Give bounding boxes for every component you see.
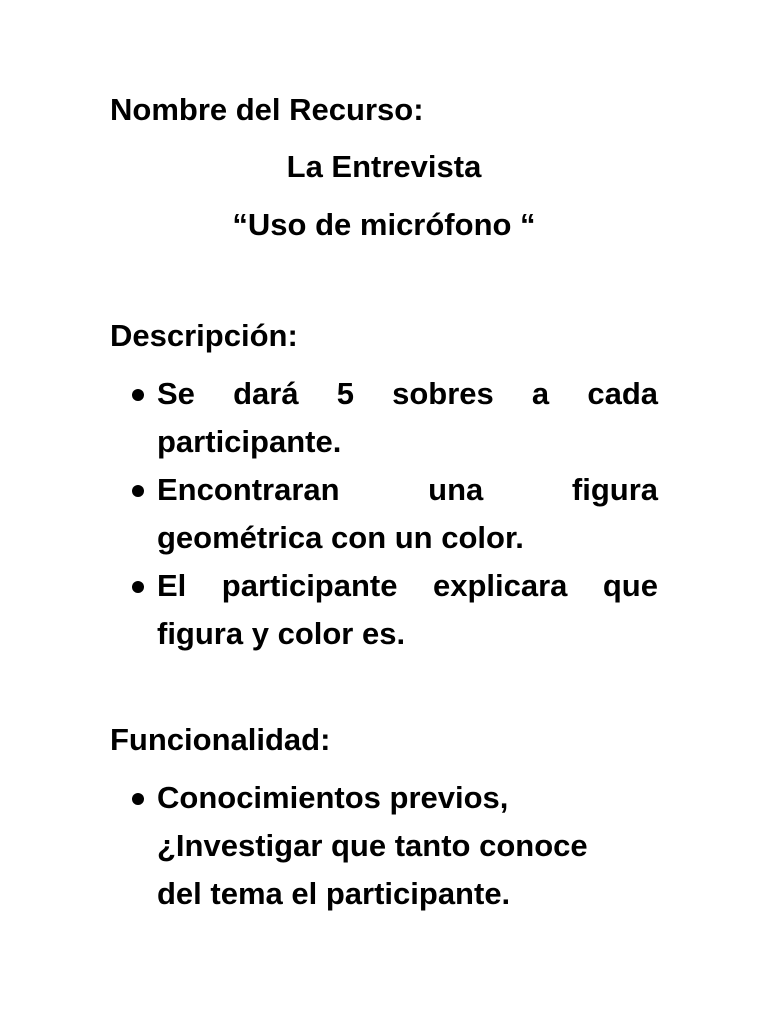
list-item-text: El participante explicara que figura y color es. [157,568,658,651]
bullet-icon [132,389,144,401]
spacer [110,658,658,716]
spacer [110,254,658,312]
resource-subtitle: “Uso de micrófono “ [232,207,536,242]
list-item [110,774,637,918]
list-item-text: Encontraran una figura geométrica con un color. [157,472,658,555]
list-item [110,562,658,658]
bullet-icon [132,581,144,593]
functionality-heading: Funcionalidad: [110,722,331,757]
list-item [110,370,658,466]
document-page [110,86,658,918]
functionality-list [110,774,658,918]
bullet-icon [132,793,144,805]
description-heading: Descripción: [110,318,298,353]
bullet-icon [132,485,144,497]
description-list [110,370,658,658]
list-item [110,466,658,562]
resource-title-block [110,138,658,254]
list-item-text: Conocimientos previos, ¿Investigar que tanto conoce del tema el participante. [157,780,588,911]
resource-title: La Entrevista [286,149,482,184]
list-item-text: Se dará 5 sobres a cada participante. [157,376,658,459]
resource-name-heading: Nombre del Recurso: [110,92,424,127]
